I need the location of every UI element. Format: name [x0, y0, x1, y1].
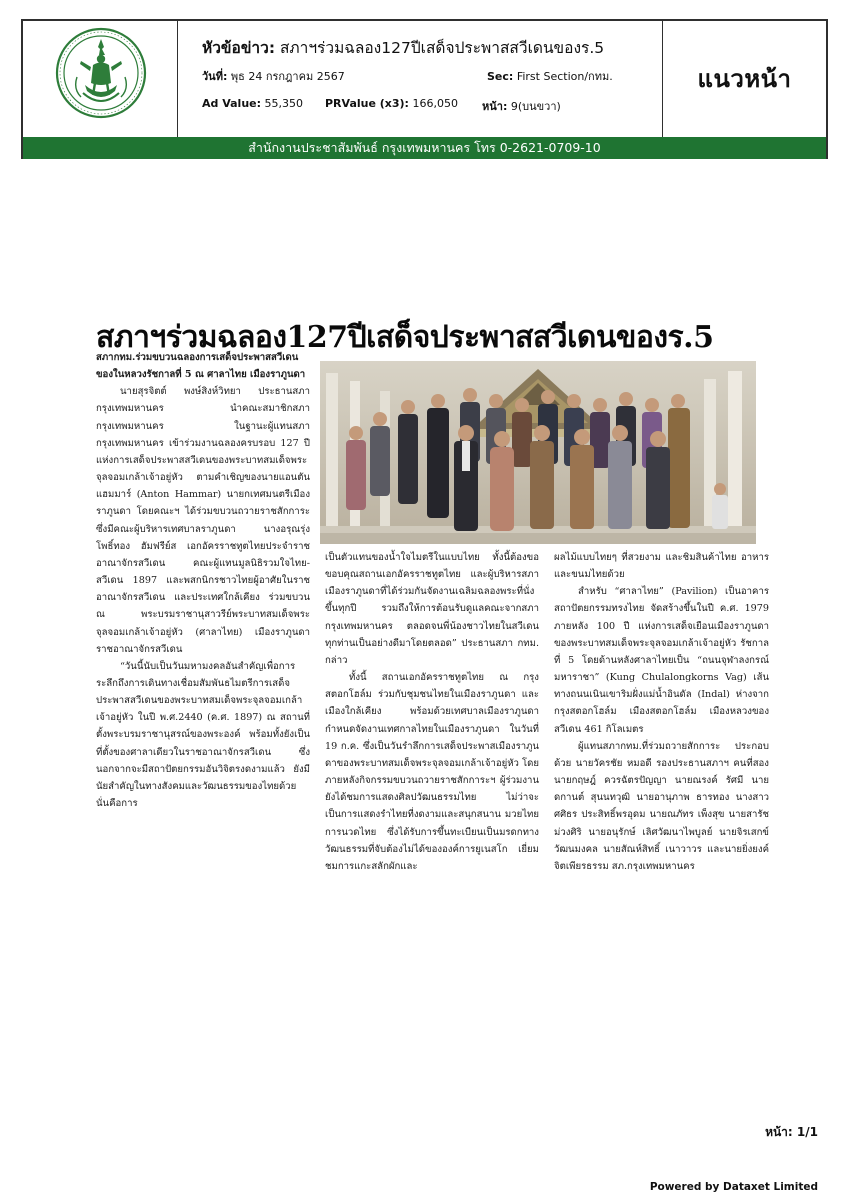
section-row: [487, 67, 613, 85]
newspaper-cell: [663, 21, 826, 137]
clip-info: [178, 21, 663, 137]
ad-label: Ad Value:: [202, 97, 262, 110]
article-paragraph: ผลไม้แบบไทยๆ ที่สวยงาม และชิมสินค้าไทย อาหาร และขนมไทยด้วย: [554, 552, 769, 581]
article-column-2: [325, 549, 539, 875]
date-label: วันที่:: [202, 70, 228, 83]
pr-value-row: [325, 97, 458, 110]
headline-value: สภาฯร่วมฉลอง127ปีเสด็จประพาสสวีเดนของร.5: [279, 39, 605, 57]
page-number-value: 1/1: [796, 1125, 818, 1139]
sec-value: First Section/กทม.: [516, 70, 613, 83]
article-headline: สภาฯร่วมฉลอง127ปีเสด็จประพาสสวีเดนของร.5: [96, 320, 714, 355]
pr-value: 166,050: [412, 97, 458, 110]
article-lead: สภากทม.ร่วมขบวนฉลองการเสด็จประพาสสวีเดนของในหลวงรัชกาลที่ 5 ณ ศาลาไทย เมืองราภูนดา: [96, 352, 306, 381]
newspaper-name: แนวหน้า: [697, 65, 792, 93]
page-number-label: หน้า:: [765, 1125, 793, 1139]
headline-label: หัวข้อข่าว:: [202, 39, 276, 57]
pr-label: PRValue (x3):: [325, 97, 409, 110]
article-paragraph: ผู้แทนสภากทม.ที่ร่วมถวายสักการะ ประกอบด้วย นายวัครชัย หมอดี รองประธานสภาฯ คนที่สอง นายกฤษฎ์ ควรฉัตรปัญญา นายณรงค์ รัศมี นายดกานต์ สุนนทวุฒิ นายอานุภาพ ธารทอง นางสาวศศิธร ประสิทธิ์พรอุดม นายณภัทร เพ็งสุข นายสารัช ม่วงศิริ นายอนุรักษ์ เลิศวัฒนาไพบูลย์ นายจิรเสกข์ วัฒนมงคล นายสัณห์สิทธิ์ เนาวาวร และนายยิ่งยงค์ จิตเพียรธรรม สภ.กรุงเทพมหานคร: [554, 740, 769, 872]
article-photo: [320, 361, 756, 544]
page-row: [482, 97, 561, 115]
office-bar: สำนักงานประชาสัมพันธ์ กรุงเทพมหานคร โทร 0-2621-0709-10: [23, 137, 826, 159]
ad-value: 55,350: [264, 97, 304, 110]
page-label: หน้า:: [482, 100, 508, 113]
headline-row: [202, 35, 604, 60]
page-value: 9(บนขวา): [510, 100, 561, 113]
article-paragraph: สำหรับ “ศาลาไทย” (Pavilion) เป็นอาคารสถาปัตยกรรมทรงไทย จัดสร้างขึ้นในปี ค.ศ. 1979 ภายหลัง 100 ปี แห่งการเสด็จเยือนเมืองราภูนดา ของพระบาทสมเด็จพระจุลจอมเกล้าเจ้าอยู่หัว รัชกาลที่ 5 โดยด้านหลังศาลาไทยเป็น “ถนนจุฬาลงกรณ์มหาราชา” (Kung Chulalongkorns Vag) เส้นทางถนนเนินเขาริมฝั่งแม่น้ำอินดัล (Indal) ห่างจากกรุงสตอกโฮล์ม เมืองสตอกโฮล์ม เมืองหลวงของสวีเดน 461 กิโลเมตร: [554, 586, 769, 735]
article-column-3: [554, 549, 769, 875]
date-row: [202, 67, 345, 85]
article-column-1: [96, 349, 310, 812]
ad-value-row: [202, 97, 303, 110]
sec-label: Sec:: [487, 70, 514, 83]
group-photo-image: [320, 361, 756, 544]
article-paragraph: ทั้งนี้ สถานเอกอัครราชทูตไทย ณ กรุงสตอกโฮล์ม ร่วมกับชุมชนไทยในเมืองราภูนดา และเมืองใกล้เคียง พร้อมด้วยเทศบาลเมืองราภูนดา กำหนดจัดงานเทศกาลไทยในเมืองราภูนดา ในวันที่ 19 ก.ค. ซึ่งเป็นวันรำลึกการเสด็จประพาสเมืองราภูนดาของพระบาทสมเด็จพระจุลจอมเกล้าเจ้าอยู่หัว โดยภายหลังกิจกรรมขบวนถวายราชสักการะฯ ผู้ร่วมงานยังได้ชมการแสดงศิลปวัฒนธรรมไทย ไม่ว่าจะเป็นการแสดงรำไทยที่งดงามและสนุกสนาน มวยไทย การนวดไทย ซึ่งได้รับการขึ้นทะเบียนเป็นมรดกทางวัฒนธรรมที่จับต้องไม่ได้ขององค์การยูเนสโก เยี่ยมชมการแกะสลักผักและ: [325, 672, 539, 872]
date-value: พุธ 24 กรกฎาคม 2567: [230, 70, 345, 83]
logo-cell: [23, 21, 178, 137]
article-paragraph: นายสุรจิตต์ พงษ์สิงห์วิทยา ประธานสภากรุงเทพมหานคร นำคณะสมาชิกสภากรุงเทพมหานคร ในฐานะผู้แทนสภากรุงเทพมหานคร เข้าร่วมงานฉลองครบรอบ 127 ปี แห่งการเสด็จประพาสสวีเดนของพระบาทสมเด็จพระจุลจอมเกล้าเจ้าอยู่หัว ตามคำเชิญของนายแอนตัน แฮมมาร์ (Anton Hammar) นายกเทศมนตรีเมืองราภูนดา โดยคณะฯ ได้ร่วมขบวนถวายราชสักการะ ซึ่งมีคณะผู้บริหารเทศบาลราภูนดา นางอรุณรุ่ง โพธิ์ทอง ฮัมฟรีย์ส เอกอัครราชทูตไทยประจำราชอาณาจักรสวีเดน คณะผู้แทนมูลนิธิรวมใจไทย-สวีเดน 1897 และพสกนิกรชาวไทยผู้อาศัยในราชอาณาจักรสวีเดน และประเทศใกล้เคียง ร่วมขบวน ณ พระบรมราชานุสาวรีย์พระบาทสมเด็จพระจุลจอมเกล้าเจ้าอยู่หัว (ศาลาไทย) เมืองราภูนดา ราชอาณาจักรสวีเดน: [96, 386, 310, 655]
bangkok-seal-icon: [55, 27, 147, 119]
news-clip-header: [21, 19, 828, 159]
article-paragraph: “วันนี้นับเป็นวันมหามงคลอันสำคัญเพื่อการระลึกถึงการเดินทางเชื่อมสัมพันธไมตรีการเสด็จประพาสสวีเดนของพระบาทสมเด็จพระจุลจอมเกล้าเจ้าอยู่หัว ในปี พ.ศ.2440 (ค.ศ. 1897) ณ สถานที่ตั้งพระบรมราชานุสรณ์ของพระองค์ พร้อมทั้งยังเป็นที่ตั้งของศาลาเดียวในราชอาณาจักรสวีเดน ซึ่งนอกจากจะมีสถาปัตยกรรมอันวิจิตรงดงามแล้ว ยังมีนัยสำคัญในทางสังคมและวัฒนธรรมของไทยด้วย นั่นคือการ: [96, 660, 310, 810]
page-number: [765, 1123, 818, 1142]
powered-by: Powered by Dataxet Limited: [649, 1181, 818, 1193]
article-paragraph: เป็นตัวแทนของน้ำใจไมตรีในแบบไทย ทั้งนี้ต้องขอขอบคุณสถานเอกอัครราชทูตไทย และผู้บริหารสภาเมืองราภูนดาที่ได้ร่วมกันจัดงานเฉลิมฉลองพระที่นั่งขึ้นทุกปี รวมถึงให้การต้อนรับดูแลคณะจากสภากรุงเทพมหานคร ตลอดจนพี่น้องชาวไทยในสวีเดนทุกท่านเป็นอย่างดีมาโดยตลอด” ประธานสภา กทม. กล่าว: [325, 552, 539, 666]
